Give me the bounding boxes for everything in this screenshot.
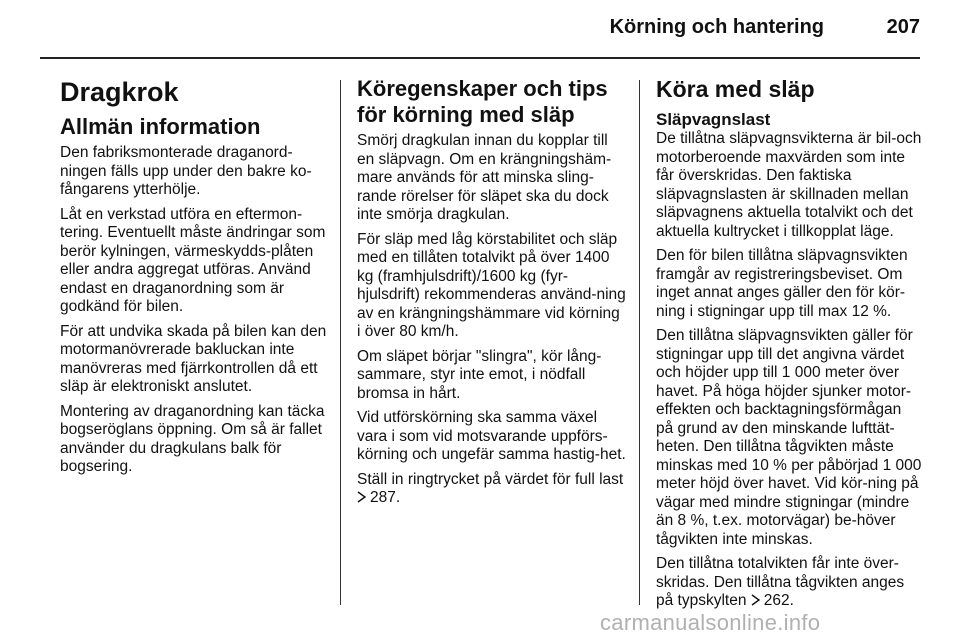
- paragraph: Montering av draganordning kan täcka bogseröglans öppning. Om så är fallet använder du dragkulans balk för bogsering.: [60, 402, 325, 475]
- page-reference-link[interactable]: 287.: [370, 489, 401, 506]
- column-divider-1: [340, 80, 341, 605]
- paragraph-text: Den tillåtna totalvikten får inte över-skridas. Den tillåtna tågvikten anges på typskylten: [656, 555, 905, 609]
- paragraph-text: Ställ in ringtrycket på värdet för full last: [357, 470, 624, 488]
- header-rule: [40, 57, 920, 59]
- paragraph: De tillåtna släpvagnsvikterna är bil-och motorberoende maxvärden som inte får överskridas. Den faktiska släpvagnslasten är skillnaden mellan släpvagnens aktuella totalvikt och det aktuella kultrycket i tillkopplat läge.: [656, 130, 922, 240]
- page-reference-link[interactable]: 262.: [763, 592, 794, 609]
- paragraph: Smörj dragkulan innan du kopplar till en släpvagn. Om en krängningshäm-mare används för att minska sling-rande rörelser för släpet ska du dock inte smörja dragkulan.: [357, 132, 612, 223]
- page-number: 207: [886, 16, 920, 38]
- page-header-title: Körning och hantering: [609, 16, 824, 38]
- paragraph-with-reference: [656, 555, 922, 611]
- column-2: [357, 68, 627, 514]
- section-title-kora-med-slap: Köra med släp: [656, 76, 815, 102]
- section-title-dragkrok: Dragkrok: [60, 77, 179, 107]
- paragraph: Om släpet börjar "slingra", kör lång-sammare, styr inte emot, i nödfall bromsa in hårt.: [357, 347, 602, 402]
- paragraph: För släp med låg körstabilitet och släp med en tillåten totalvikt på över 1400 kg (framhjulsdrift)/1600 kg (fyr-hjulsdrift) rekommenderas använd-ning av en krängningshämmare vid körning i över 80 km/h.: [357, 230, 626, 340]
- paragraph: För att undvika skada på bilen kan den motormanövrerade bakluckan inte manövreras med fjärrkontrollen då ett släp är elektroniskt anslutet.: [60, 322, 327, 395]
- paragraph: Den tillåtna släpvagnsvikten gäller för stigningar upp till det angivna värdet och höjder upp till 1 000 meter över havet. På höga höjder sjunker motor-effekten och backtagningsförmågan på grund av den minskande lufttät-heten. Den tillåtna tågvikten måste minskas med 10 % per påbörjad 1 000 meter höjd över havet. Vid kör-ning på vägar med mindre stigningar (mindre än 8 %, t.ex. motorvägar) be-höver tågvikten inte minskas.: [656, 327, 922, 548]
- column-1: [60, 68, 330, 483]
- paragraph: Den för bilen tillåtna släpvagnsvikten framgår av registreringsbeviset. Om inget annat anges gäller den för kör-ning i stigningar upp till max 12 %.: [656, 247, 908, 320]
- paragraph: Vid utförskörning ska samma växel vara i som vid motsvarande uppförs-körning och ungefär samma hastig-het.: [357, 409, 626, 463]
- page-reference-arrow-icon: [357, 491, 367, 503]
- section-title-koregenskaper: Köregenskaper och tips för körning med släp: [357, 76, 608, 127]
- column-3: [656, 68, 922, 617]
- watermark: carmanualsonline.info: [600, 610, 821, 635]
- subsection-title-slapvagnslast: Släpvagnslast: [656, 110, 771, 129]
- column-divider-2: [639, 80, 640, 605]
- paragraph: Låt en verkstad utföra en eftermon-tering. Eventuellt måste ändringar som berör kylningen, värmeskydds-plåten eller andra aggregat utföras. Använd endast en draganordning som är godkänd för bilen.: [60, 205, 326, 315]
- subsection-title-allman-information: Allmän information: [60, 114, 261, 139]
- paragraph-with-reference: [357, 471, 627, 508]
- paragraph: Den fabriksmonterade draganord-ningen fälls upp under den bakre ko-fångarens ytterhölje.: [60, 144, 312, 198]
- page-reference-arrow-icon: [751, 594, 761, 606]
